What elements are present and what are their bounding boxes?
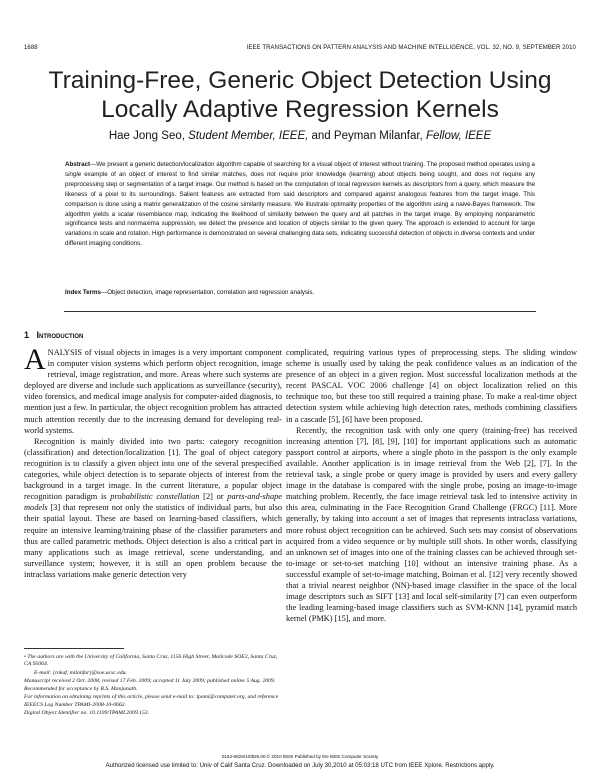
- license-footer: Authorized licensed use limited to: Univ of Calif Santa Cruz. Downloaded on July 30,2010 at 05:03:18 UTC from IEEE Xplore. Restrictions apply.: [105, 762, 495, 769]
- page-number: 1688: [24, 45, 38, 51]
- col2-para-1: complicated, requiring various types of preprocessing steps. The sliding window scheme is usually used by taking the peak confidence values as an indication of the presence of an object in a given region. Most successful localization methods at the recent PASCAL VOC 2006 challenge [4] on object localization relied on this technique too, but these too still required a training phase. To make a real-time object detection system while achieving high detection rates, methods combining classifiers in a cascade [5], [6] have been proposed.: [286, 348, 577, 424]
- author-2: and Peyman Milanfar,: [311, 130, 423, 142]
- col1-para-1: of visual objects in images is a very important component in computer vision systems which perform object recognition, image retrieval, image registration, and more. Areas where such systems are deployed are diverse and include such applications as surveillance (security), video forensics, and medical image analysis for computer-aided diagnosis, to mention just a few. In particular, the object recognition problem has attracted much attention recently due to the increasing demand for developing real-world systems.: [24, 348, 282, 435]
- index-terms: [65, 289, 535, 296]
- author-1-role: Student Member, IEEE,: [188, 130, 309, 142]
- footnote-divider: [24, 648, 124, 649]
- title-line-2: Locally Adaptive Regression Kernels: [101, 96, 499, 123]
- footnote-reprints: For information on obtaining reprints of this article, please send e-mail to: tpami@computer.org, and reference IEEECS Log Number TPAMI-2008-10-0662.: [24, 694, 279, 708]
- section-title: Introduction: [36, 330, 84, 340]
- index-terms-text: —Object detection, image representation, correlation and regression analysis.: [101, 289, 315, 296]
- col1-para-2a: Recognition is mainly divided into two parts: category recognition (classification) and detection/localization [1]. The goal of object category recognition is to classify a given object into one of the several prespecified categories, while object detection is to separate objects of interest from the background in a target image. In the current literature, a popular object recognition paradigm is: [24, 436, 282, 502]
- author-2-role: Fellow, IEEE: [425, 130, 492, 142]
- footnotes: [24, 654, 282, 718]
- col1-para-2-italic-2: parts-and-shape models: [24, 492, 282, 513]
- footnote-doi: Digital Object Identifier no. 10.1109/TPAMI.2009.153.: [24, 710, 150, 717]
- copyright-footer: 0162-8828/10/$26.00 © 2010 IEEE Published by the IEEE Computer Society: [221, 754, 379, 759]
- col1-para-2: [24, 436, 282, 580]
- left-column: [24, 343, 282, 580]
- title-line-1: Training-Free, Generic Object Detection Using: [48, 67, 552, 94]
- index-terms-label: Index Terms: [65, 289, 101, 296]
- running-header: [24, 45, 576, 55]
- col1-smallcaps: NALYSIS: [47, 348, 83, 357]
- col1-para-2-italic-1: probabilistic constellation: [110, 492, 200, 502]
- footnote-recommended: Recommended for acceptance by B.S. Manjunath.: [24, 686, 138, 693]
- drop-cap: A: [24, 343, 46, 376]
- footnote-affiliation: • The authors are with the University of California, Santa Cruz, 1156 High Street, Mailcode SOE2, Santa Cruz, CA 95064.: [24, 654, 278, 668]
- footnote-manuscript: Manuscript received 2 Oct. 2008; revised 17 Feb. 2009; accepted 11 July 2009; published online 5 Aug. 2009.: [24, 677, 276, 684]
- abstract-label: Abstract: [65, 161, 91, 168]
- section-heading: [24, 330, 83, 340]
- header-divider: [64, 311, 536, 312]
- right-column: [286, 347, 577, 624]
- journal-header: IEEE TRANSACTIONS ON PATTERN ANALYSIS AND MACHINE INTELLIGENCE, VOL. 32, NO. 9, SEPTEMBER 2010: [246, 45, 576, 51]
- author-line: [0, 130, 600, 142]
- paper-title: [0, 66, 600, 124]
- abstract: [65, 160, 535, 249]
- col1-para-2b: [2] or: [199, 492, 228, 502]
- col1-para-2c: [3] that represent not only the statistics of individual parts, but also their spatial layout. These are based on learning-based classifiers, which require an intensive learning/training phase of the classifier parameters and thus are called parametric methods. Object detection is also a critical part in many applications such as image retrieval, scene understanding, and surveillance system; however, it is still an open problem because the intraclass variations make generic detection very: [24, 503, 282, 579]
- abstract-text-1: —We present a generic detection/localization algorithm capable of searching for a visual object of interest without training. The proposed method operates using a: [90, 161, 535, 168]
- abstract-emphasis: single: [65, 170, 82, 178]
- section-number: 1: [24, 330, 30, 340]
- author-1: Hae Jong Seo,: [108, 130, 185, 142]
- footnote-email: E-mail: {rokaf, milanfar}@soe.ucsc.edu.: [34, 669, 127, 676]
- abstract-text-2: example of an object of interest to find similar matches, does not require prior knowledge (learning) about objects being sought, and does not require any preprocessing step or segmentation of a target image. Our method is based on the computation of local regression kernels as descriptors from a query, which measure the likeness of a pixel to its surroundings. Salient features are extracted from said descriptors and compared against analogous features from the target image. This comparison is done using a matrix generalization of the cosine similarity measure. We illustrate optimality properties of the algorithm using a naive-Bayes framework. The algorithm yields a scalar resemblance map, indicating the likelihood of similarity between the query and all patches in the target image. By employing nonparametric significance tests and nonmaxima suppression, we detect the presence and location of objects similar to the given query. The approach is extended to account for large variations in scale and rotation. High performance is demonstrated on several challenging data sets, indicating successful detection of objects in diverse contexts and under different imaging conditions.: [65, 170, 535, 248]
- col2-para-2: Recently, the recognition task with only one query (training-free) has received increasing attention [7], [8], [9], [10] for important applications such as automatic passport control at airports, where a single photo in the passport is the only example available. Another application is in image retrieval from the Web [2], [7]. In the retrieval task, a single probe or query image is provided by users and every gallery image in the database is compared with the single probe, posing an image-to-image matching problem. Recently, the face image retrieval task led to intensive activity in this area, culminating in the Face Recognition Grand Challenge (FRGC) [11]. More generally, by taking into account a set of images that represents intraclass variations, more robust object recognition can be achieved. Such sets may consist of observations acquired from a video sequence or by multiple still shots. In other words, classifying an unknown set of images into one of the training classes can be achieved through set-to-image or set-to-set matching [10] without an intensive training phase. As a successful example of set-to-image matching, Boiman et al. [12] very recently showed that a trivial nearest neighbor (NN)-based image classifier in the space of the local image descriptors such as SIFT [13] and local self-similarity [7] can even outperform the leading learning-based image classifiers such as SVM-KNN [14], pyramid match kernel (PMK) [15], and more.: [286, 425, 577, 624]
